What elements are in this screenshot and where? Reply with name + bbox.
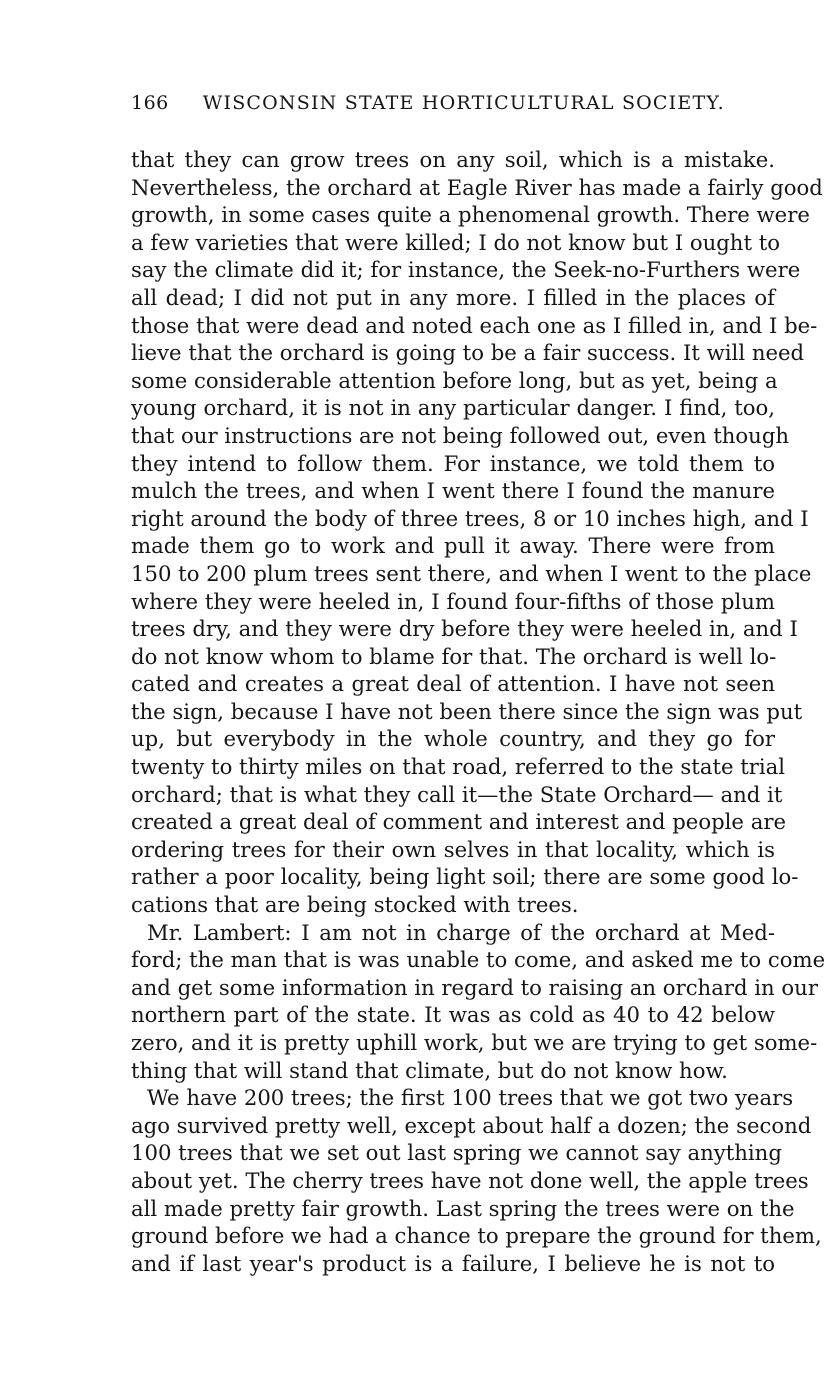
text-line: do not know whom to blame for that. The orchard is well lo- [131,643,777,669]
text-line: all dead; I did not put in any more. I filled in the places of [131,284,775,310]
text-line: that our instructions are not being followed out, even though [131,422,790,448]
text-line: and get some information in regard to raising an orchard in our [131,974,818,1000]
page-number: 166 [131,92,169,114]
text-line: thing that will stand that climate, but do not know how. [131,1057,728,1083]
text-line: made them go to work and pull it away. There were from [131,533,775,559]
text-line: zero, and it is pretty uphill work, but we are trying to get some- [131,1030,818,1055]
text-line: cations that are being stocked with trees. [131,892,579,918]
text-line: up, but everybody in the whole country, and they go for [131,726,775,752]
text-line: mulch the trees, and when I went there I found the manure [131,478,775,504]
page-header [131,92,791,122]
text-line: about yet. The cherry trees have not done well, the apple trees [131,1167,809,1193]
text-line: say the climate did it; for instance, the Seek-no-Furthers were [131,257,801,283]
text-line: the sign, because I have not been there since the sign was put [131,698,803,724]
text-line: Nevertheless, the orchard at Eagle River has made a fairly good [131,174,823,200]
text-line: trees dry, and they were dry before they were heeled in, and I [131,616,798,642]
text-line: Mr. Lambert: I am not in charge of the orchard at Med- [147,919,775,945]
text-line: a few varieties that were killed; I do not know but I ought to [131,229,780,255]
text-line: ordering trees for their own selves in that locality, which is [131,836,775,862]
text-line: ground before we had a chance to prepare the ground for them, [131,1223,822,1249]
text-line: twenty to thirty miles on that road, referred to the state trial [131,754,786,780]
text-line: cated and creates a great deal of attention. I have not seen [131,671,775,697]
body-text [131,146,826,1277]
running-title: WISCONSIN STATE HORTICULTURAL SOCIETY. [202,92,725,114]
text-line: and if last year's product is a failure, I believe he is not to [131,1250,775,1276]
text-line: some considerable attention before long, but as yet, being a [131,367,778,393]
text-line: 100 trees that we set out last spring we cannot say anything [131,1140,782,1166]
text-line: orchard; that is what they call it—the State Orchard— and it [131,781,783,807]
text-line: right around the body of three trees, 8 or 10 inches high, and I [131,505,809,531]
text-line: that they can grow trees on any soil, which is a mistake. [131,147,775,172]
text-line: lieve that the orchard is going to be a fair success. It will need [131,340,805,366]
text-line: rather a poor locality, being light soil; there are some good lo- [131,864,799,890]
text-line: northern part of the state. It was as cold as 40 to 42 below [131,1002,775,1028]
text-line: created a great deal of comment and interest and people are [131,809,786,835]
text-line: growth, in some cases quite a phenomenal growth. There were [131,202,810,228]
text-line: ford; the man that is was unable to come, and asked me to come [131,947,826,973]
text-line: 150 to 200 plum trees sent there, and when I went to the place [131,560,812,586]
text-line: We have 200 trees; the first 100 trees that we got two years [147,1085,794,1111]
text-line: ago survived pretty well, except about half a dozen; the second [131,1112,812,1138]
text-line: they intend to follow them. For instance, we told them to [131,450,775,476]
text-line: young orchard, it is not in any particular danger. I find, too, [131,395,775,421]
text-line: those that were dead and noted each one as I filled in, and I be- [131,312,818,338]
text-line: where they were heeled in, I found four-fifths of those plum [131,588,775,614]
text-line: all made pretty fair growth. Last spring the trees were on the [131,1195,795,1221]
